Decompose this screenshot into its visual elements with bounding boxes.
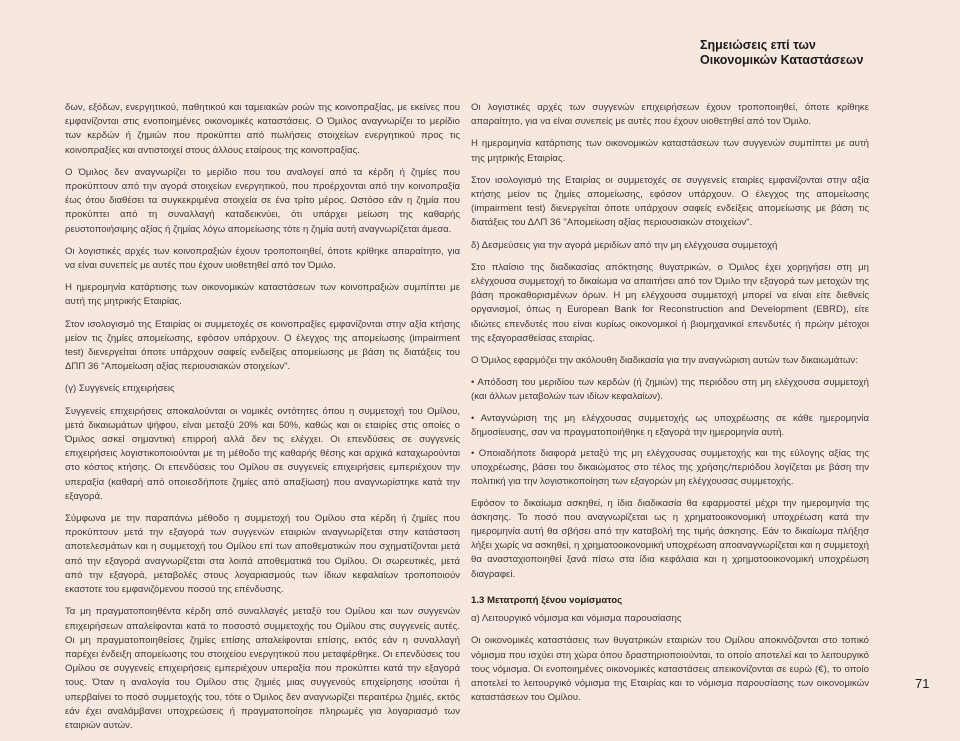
- subsection-title: δ) Δεσμεύσεις για την αγορά μεριδίων από την μη ελέγχουσα συμμετοχή: [471, 239, 778, 251]
- paragraph: Ο Όμιλος εφαρμόζει την ακόλουθη διαδικασία για την αναγνώριση αυτών των δικαιωμάτων:: [471, 355, 858, 367]
- page-number: 71: [915, 676, 930, 691]
- bullet-item: • Απόδοση του μεριδίου των κερδών (ή ζημιών) της περιόδου στη μη ελέγχουσα συμμετοχή (και άλλων μεταβολών των ιδίων κεφαλαίων).: [471, 377, 869, 403]
- page-header: [700, 38, 950, 68]
- paragraph: Εφόσον το δικαίωμα ασκηθεί, η ίδια διαδικασία θα εφαρμοστεί μέχρι την ημερομηνία της άσκησης. Το ποσό που αναγνωρίζεται ως η χρηματοοικονομική υποχρέωση κατά την ημερομηνία αυτή θα σβήσει από την καταβολή της τιμής άσκησης. Εάν το δικαίωμα πλήξησ λήξει χωρίς να ασκηθεί, η χρηματοοικονομική υποχρέωση αποαναγνωρίζεται και η συμμετοχή θα ανασταχιοποιηθεί ξανά πίσω στα ίδια κεφάλαια και η χρηματοοικονομική υποχρέωση διαγραφεί.: [471, 497, 869, 580]
- paragraph: Η ημερομηνία κατάρτισης των οικονομικών καταστάσεων των κοινοπραξιών συμπίπτει με αυτή της μητρικής Εταιρίας.: [65, 282, 460, 308]
- paragraph: Συγγενείς επιχειρήσεις αποκαλούνται οι νομικές οντότητες όπου η συμμετοχή του Ομίλου, μετά δικαιωμάτων ψήφου, είναι μεταξύ 20% και 50%, καθώς και οι εταιρίες στις οποίες ο Όμιλος ασκεί σημαντική επιρροή αλλά δεν τις ελέγχει. Οι επενδύσεις σε συγγενείς επιχειρήσεις λογιστικοποιούνται με τη μέθοδο της καθαρής θέσης και αρχικά καταχωρούνται στο κόστος κτήσης. Οι επενδύσεις του Ομίλου σε συγγενείς επιχειρήσεις εμπεριέχουν την υπεραξία (καθαρή από οποιεσδήποτε ζημίες από απαξίωση) που αναγνωρίστηκε κατά την εξαγορά.: [65, 405, 460, 502]
- paragraph: Οι οικονομικές καταστάσεις των θυγατρικών εταιριών του Ομίλου αποκινόζονται στο τοπικό νόμισμα που ισχύει στη χώρα όπου δραστηριοποιούνται, το οποίο αποτελεί και το λειτουργικό τους νόμισμα. Οι ενοποιημένες οικονομικές καταστάσεις απεικονίζονται σε ευρώ (€), το οποίο αποτελεί το λειτουργικό νόμισμα της Εταιρίας και το νόμισμα παρουσίασης των οικονομικών καταστάσεων του Ομίλου.: [471, 635, 869, 704]
- section-heading: 1.3 Μετατροπή ξένου νομίσματος: [471, 594, 623, 606]
- bullet-item: • Οποιαδήποτε διαφορά μεταξύ της μη ελέγχουσας συμμετοχής και της εύλογης αξίας της υποχρέωσης, βάσει του δικαιώματος στο τέλος της χρήσης/περιόδου λογίζεται με βάση την πολιτική για την λογιστικοποίηση των εξαγορών μη ελέγχουσας συμμετοχής.: [471, 448, 869, 488]
- paragraph: Στον ισολογισμό της Εταιρίας οι συμμετοχές σε συγγενείς εταιρίες εμφανίζονται στην αξία κτήσης μείον τις ζημίες απομείωσης, εφόσον υπάρχουν. Ο έλεγχος της απομείωσης (impairment test) διενεργείται όποτε υπάρχουν σαφείς ενδείξεις απομείωσης με βάση τις διατάξεις του ΔΛΠ 36 "Απομείωση αξίας περιουσιακών στοιχείων".: [471, 174, 869, 229]
- paragraph: Η ημερομηνία κατάρτισης των οικονομικών καταστάσεων των συγγενών συμπίπτει με αυτή της μητρικής Εταιρίας.: [471, 138, 869, 164]
- paragraph: Οι λογιστικές αρχές των συγγενών επιχειρήσεων έχουν τροποποιηθεί, όποτε κρίθηκε απαραίτητο, για να είναι συνεπείς με αυτές που έχουν υιοθετηθεί από τον Όμιλο.: [471, 102, 869, 128]
- header-line-2: Οικονομικών Καταστάσεων: [700, 53, 864, 67]
- header-line-1: Σημειώσεις επί των: [700, 38, 816, 52]
- paragraph: Οι λογιστικές αρχές των κοινοπραξιών έχουν τροποποιηθεί, όποτε κρίθηκε απαραίτητο, για να είναι συνεπείς με αυτές που έχουν υιοθετηθεί από τον Όμιλο.: [65, 245, 460, 272]
- bullet-item: • Ανταγνώριση της μη ελέγχουσας συμμετοχής ως υποχρέωσης σε κάθε ημερομηνία δημοσίευσης, σαν να πραγματοποιήθηκε η εξαγορά την ημερομηνία αυτή.: [471, 412, 869, 438]
- right-column: [471, 101, 869, 713]
- paragraph: Σύμφωνα με την παραπάνω μέθοδο η συμμετοχή του Ομίλου στα κέρδη ή ζημίες που προκύπτουν μετά την εξαγορά των συγγενών εταιριών αναγνωρίζεται στην κατάσταση αποτελεσμάτων και η συμμετοχή του Ομίλου επί των αποθεματικών που σχηματίζονται μετά από την εξαγορά αναγνωρίζεται στα λοιπά αποθεματικά του Ομίλου. Οι σωρευτικές, μετά από την εξαγορά, μεταβολές στους λογαριασμούς των ίδιων κεφαλαίων τροποποιούν εκαστοτε του εμφανιζόμενου ποσού της επένδυσης.: [65, 513, 460, 596]
- paragraph: Ο Όμιλος δεν αναγνωρίζει το μερίδιο που του αναλογεί από τα κέρδη ή ζημίες που προκύπτουν από την αγορά στοιχείων ενεργητικού, που προέρχονται από την κοινοπραξία έως ότου διαθέσει τα συγκεκριμένα στοιχεία σε ένα τρίτο μέρος. Ωστόσο εάν η ζημία που προκύπτει από τη συναλλαγή καταδεικνύει, ότι υπάρχει μείωση της καθαρής ρευστοποιήσιμης αξίας ή ζημίας λόγω απομείωσης τότε η ζημία αυτή αναγνωρίζεται άμεσα.: [65, 166, 460, 235]
- section-subheading: α) Λειτουργικό νόμισμα και νόμισμα παρουσίασης: [471, 613, 682, 625]
- left-column: [65, 101, 460, 741]
- paragraph: δων, εξόδων, ενεργητικού, παθητικού και ταμειακών ροών της κοινοπραξίας, με εκείνες που εμφανίζονται στις ενοποιημένες οικονομικές καταστάσεις. Ο Όμιλος αναγνωρίζει το μερίδιο των κερδών ή ζημιών που προκύπτει από πωλήσεις στοιχείων ενεργητικού προς τις κοινοπραξίες και αντιστοιχεί στους άλλους εταίρους της κοινοπραξίας.: [65, 102, 460, 156]
- paragraph: Τα μη πραγματοποιηθέντα κέρδη από συναλλαγές μεταξύ του Ομίλου και των συγγενών επιχειρήσεων απαλείφονται κατά το ποσοστό συμμετοχής του Ομίλου στις συγγενείς αυτές. Οι μη πραγματοποιηθείσες ζημίες επίσης απαλείφονται επίσης, εκτός εάν η συναλλαγή παρέχει ένδειξη απομείωσης του στοιχείου ενεργητικού που μεταφέρθηκε. Οι επενδύσεις του Ομίλου σε συγγενείς επιχειρήσεις εμπεριέχουν υπεραξία που προκύπτει κατά την εξαγορά τους. Όταν η αναλογία του Ομίλου στις ζημιές μιας συγγενούς επιχείρησης ισούται ή υπερβαίνει το ποσό συμμετοχής του, τότε ο Όμιλος δεν αναγνωρίζει περαιτέρω ζημιές, εκτός εάν έχει αναλάμβανει υποχρεώσεις ή πραγματοποίησε πληρωμές για λογαριασμό των εταιριών αυτών.: [65, 606, 460, 731]
- subsection-title: (γ) Συγγενείς επιχειρήσεις: [65, 383, 175, 395]
- paragraph: Στον ισολογισμό της Εταιρίας οι συμμετοχές σε κοινοπραξίες εμφανίζονται στην αξία κτήσης μείον τις ζημίες απομείωσης, εφόσον υπάρχουν. Ο έλεγχος της απομείωσης (impairment test) διενεργείται όποτε υπάρχουν σαφείς ενδείξεις απομείωσης με βάση τις διατάξεις του ΔΠΠ 36 "Απομείωση αξίας περιουσιακών στοιχείων".: [65, 318, 460, 373]
- paragraph: Στο πλαίσιο της διαδικασίας απόκτησης θυγατρικών, ο Όμιλος έχει χορηγήσει στη μη ελέγχουσα συμμετοχή το δικαίωμα να απαιτήσει από τον Όμιλο την εξαγορά των μετοχών της βάση προκαθορισμένων όρων. Η μη ελέγχουσα συμμετοχή μπορεί να είναι είτε διεθνείς οργανισμοί, όπως η European Bank for Reconstruction and Development (EBRD), είτε ιδιώτες επενδυτές που είναι κυρίως οικονομικοί ή βιομηχανικοί επενδυτές ή πρώην μέτοχοι της εξαγορασθείσας εταιρίας.: [471, 261, 869, 344]
